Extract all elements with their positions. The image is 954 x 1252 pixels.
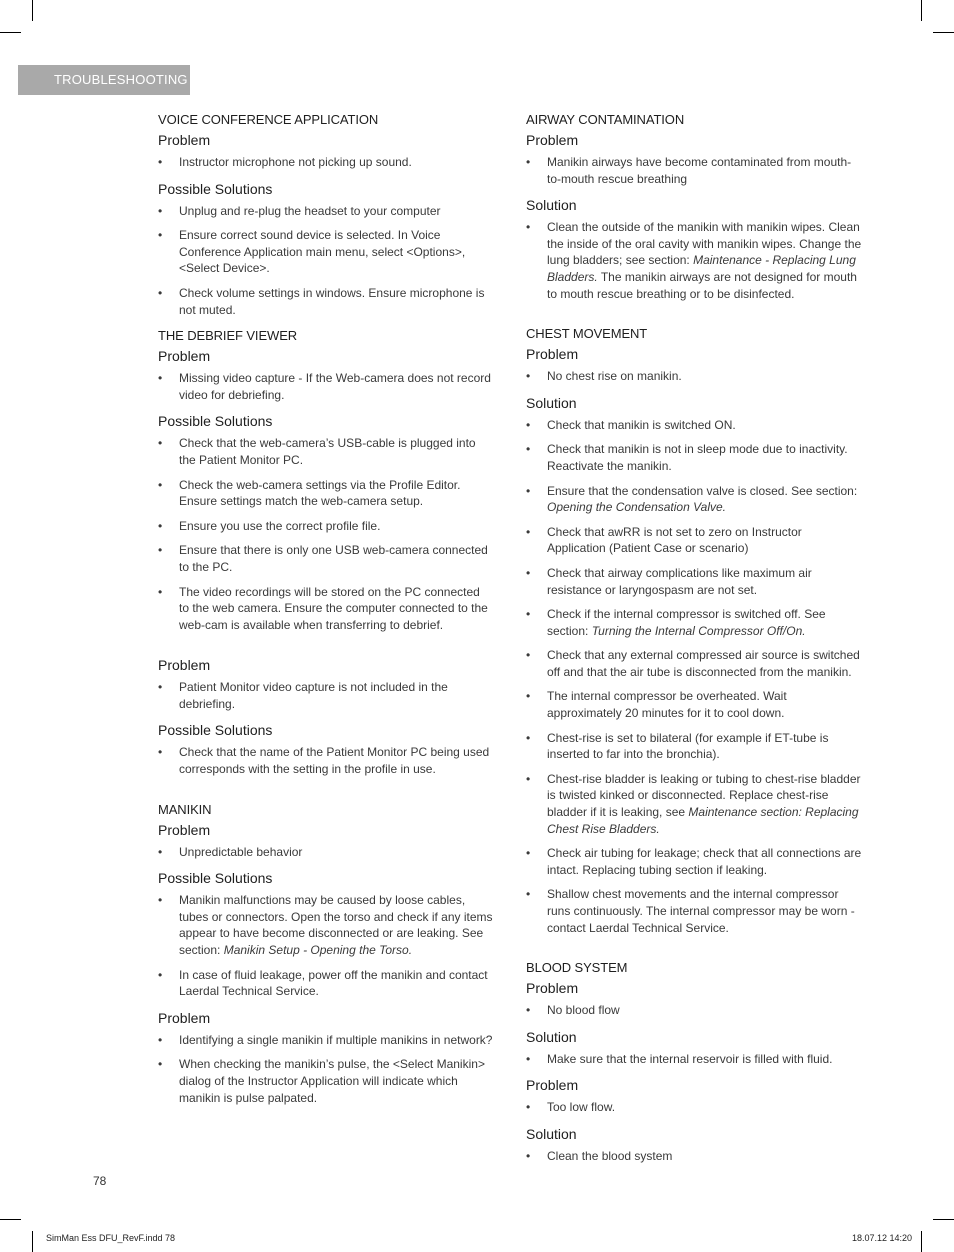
section-reference: Maintenance section: Replacing Chest Rise Bladders. (547, 805, 859, 836)
bullet-icon: • (526, 887, 531, 902)
section-reference: Opening the Condensation Valve. (547, 500, 727, 515)
bullet-list (158, 154, 493, 171)
bullet-icon: • (526, 1100, 531, 1115)
bullet-list (526, 1099, 862, 1116)
list-item (158, 370, 493, 403)
bullet-icon: • (158, 518, 163, 533)
bullet-icon: • (526, 689, 531, 704)
item-text: Check volume settings in windows. Ensure microphone is not muted. (179, 285, 485, 317)
list-item (158, 892, 493, 958)
bullet-list (526, 154, 862, 187)
bullet-list (158, 744, 493, 777)
item-text: Check that awRR is not set to zero on Instructor Application (Patient Case or scenario) (547, 524, 802, 556)
list-item (526, 647, 862, 680)
item-text: Check that the name of the Patient Monitor PC being used corresponds with the setting in the profile in use. (179, 745, 490, 777)
item-text: Patient Monitor video capture is not included in the debriefing. (179, 680, 448, 711)
crop-mark (921, 1231, 922, 1252)
subsection-heading: Problem (526, 132, 579, 148)
item-text: Missing video capture - If the Web-camera does not record video for debriefing. (179, 371, 491, 402)
subsection-heading: Problem (158, 348, 211, 365)
bullet-icon: • (526, 417, 531, 432)
crop-mark (32, 0, 33, 21)
bullet-list (526, 1148, 862, 1165)
bullet-list (526, 368, 862, 385)
bullet-list (158, 844, 493, 861)
list-item (158, 679, 493, 712)
item-text: No chest rise on manikin. (547, 369, 682, 384)
item-text: Check that any external compressed air source is switched off and that the air tube is disconnected from the manikin. (547, 648, 860, 679)
bullet-icon: • (158, 543, 163, 558)
section-title: VOICE CONFERENCE APPLICATION (158, 112, 379, 127)
bullet-list (158, 370, 493, 403)
bullet-icon: • (526, 1051, 531, 1066)
bullet-icon: • (526, 565, 531, 580)
crop-mark (921, 0, 922, 21)
bullet-icon: • (526, 648, 531, 663)
bullet-icon: • (158, 371, 163, 386)
list-item (526, 483, 862, 516)
list-item (526, 886, 862, 936)
bullet-icon: • (158, 893, 163, 908)
section-spacer (158, 786, 493, 800)
bullet-icon: • (526, 846, 531, 861)
list-item (526, 368, 862, 385)
bullet-list (158, 679, 493, 712)
subsection-heading: Possible Solutions (158, 180, 273, 197)
list-item (526, 771, 862, 837)
list-item (158, 744, 493, 777)
item-text: Ensure that there is only one USB web-camera connected to the PC. (179, 543, 488, 574)
section-title: BLOOD SYSTEM (526, 960, 628, 976)
item-text: Clean the outside of the manikin with manikin wipes. Clean the inside of the oral cavity with manikin wipes. Change the lung bladders; see section: (547, 220, 862, 268)
list-item (526, 845, 862, 878)
item-text: The manikin airways are not designed for mouth to mouth rescue breathing or to be disinfected. (547, 269, 857, 301)
list-item (158, 584, 493, 634)
bullet-icon: • (526, 1148, 531, 1163)
list-item (158, 1032, 493, 1049)
item-text: Clean the blood system (547, 1148, 673, 1163)
bullet-icon: • (526, 155, 531, 169)
list-item (158, 154, 493, 171)
crop-mark (0, 1219, 21, 1220)
bullet-icon: • (526, 220, 531, 235)
item-text: Unplug and re-plug the headset to your computer (179, 203, 441, 218)
item-text: Chest-rise is set to bilateral (for example if ET-tube is inserted to far into the bronchia). (547, 730, 829, 762)
list-item (526, 688, 862, 721)
item-text: Check that airway complications like maximum air resistance or laryngospasm are not set. (547, 565, 812, 597)
bullet-list (158, 1032, 493, 1106)
list-item (526, 1051, 862, 1068)
item-text: Identifying a single manikin if multiple manikins in network? (179, 1032, 493, 1047)
bullet-list (158, 203, 493, 319)
list-item (526, 606, 862, 639)
list-item (158, 203, 493, 220)
page-number: 78 (93, 1174, 107, 1188)
item-text: The video recordings will be stored on the PC connected to the web camera. Ensure the computer connected to the web-cam is available when transferring to debrief. (179, 584, 488, 632)
section-title: CHEST MOVEMENT (526, 326, 648, 342)
bullet-icon: • (158, 584, 163, 599)
item-text: When checking the manikin’s pulse, the <Select Manikin> dialog of the Instructor Application will indicate which manikin is pulse palpated. (179, 1057, 485, 1105)
section-title: AIRWAY CONTAMINATION (526, 112, 685, 127)
bullet-icon: • (158, 1057, 163, 1072)
subsection-heading: Possible Solutions (158, 722, 273, 739)
list-item (526, 441, 862, 474)
date-slug: 18.07.12 14:20 (852, 1233, 913, 1243)
section-title: THE DEBRIEF VIEWER (158, 328, 298, 344)
item-text: Check if the internal compressor is switched off. See section: (547, 607, 826, 638)
list-item (526, 1099, 862, 1116)
group-spacer (158, 641, 493, 655)
section-title: MANIKIN (158, 801, 212, 817)
section-tab: TROUBLESHOOTING (18, 65, 190, 95)
bullet-list (158, 435, 493, 633)
bullet-icon: • (526, 771, 531, 786)
list-item (526, 1148, 862, 1165)
subsection-heading: Problem (158, 821, 211, 838)
crop-mark (933, 1219, 954, 1220)
list-item (158, 227, 493, 277)
subsection-heading: Solution (526, 1028, 577, 1045)
subsection-heading: Problem (526, 1077, 579, 1094)
crop-mark (32, 1231, 33, 1252)
bullet-icon: • (158, 436, 163, 451)
bullet-list (526, 1002, 862, 1019)
section-reference: Maintenance - Replacing Lung Bladders. (547, 253, 856, 284)
bullet-icon: • (158, 1032, 163, 1047)
list-item (526, 154, 862, 187)
list-item (526, 524, 862, 557)
list-item (158, 542, 493, 575)
list-item (158, 518, 493, 535)
subsection-heading: Problem (526, 346, 579, 363)
bullet-icon: • (158, 228, 163, 243)
bullet-icon: • (158, 285, 163, 300)
list-item (526, 1002, 862, 1019)
subsection-heading: Problem (158, 657, 211, 674)
item-text: Ensure you use the correct profile file. (179, 518, 381, 533)
item-text: Check that manikin is switched ON. (547, 417, 736, 432)
subsection-heading: Solution (526, 394, 577, 411)
section-reference: Manikin Setup - Opening the Torso. (223, 943, 413, 958)
item-text: Check the web-camera settings via the Profile Editor. Ensure settings match the web-camera setup. (179, 477, 461, 509)
list-item (526, 417, 862, 434)
list-item (158, 477, 493, 510)
right-column (526, 110, 862, 1173)
bullet-list (526, 219, 862, 302)
subsection-heading: Solution (526, 1125, 577, 1142)
item-text: Too low flow. (547, 1100, 616, 1115)
list-item (158, 1056, 493, 1106)
item-text: Manikin airways have become contaminated from mouth-to-mouth rescue breathing (547, 155, 852, 186)
list-item (526, 730, 862, 763)
bullet-icon: • (526, 730, 531, 745)
subsection-heading: Problem (158, 132, 211, 148)
bullet-icon: • (158, 844, 163, 859)
bullet-icon: • (526, 524, 531, 539)
item-text: Check that manikin is not in sleep mode due to inactivity. Reactivate the manikin. (547, 442, 848, 473)
section-reference: Turning the Internal Compressor Off/On. (591, 623, 806, 638)
item-text: Check that the web-camera’s USB-cable is plugged into the Patient Monitor PC. (179, 436, 476, 467)
subsection-heading: Problem (158, 1009, 211, 1026)
bullet-icon: • (526, 607, 531, 622)
bullet-icon: • (158, 203, 163, 218)
bullet-icon: • (526, 483, 531, 498)
list-item (158, 285, 493, 318)
bullet-list (526, 417, 862, 936)
item-text: Ensure that the condensation valve is closed. See section: (547, 483, 858, 498)
subsection-heading: Possible Solutions (158, 413, 273, 430)
item-text: Shallow chest movements and the internal compressor runs continuously. The internal compressor may be worn - contact Laerdal Technical Service. (547, 887, 855, 935)
bullet-icon: • (158, 745, 163, 760)
list-item (526, 219, 862, 302)
item-text: Instructor microphone not picking up sound. (179, 155, 412, 169)
subsection-heading: Possible Solutions (158, 870, 273, 887)
list-item (158, 967, 493, 1000)
item-text: Chest-rise bladder is leaking or tubing to chest-rise bladder is twisted kinked or disconnected. Replace chest-rise bladder if it is leaking, see (547, 771, 861, 820)
bullet-icon: • (526, 1003, 531, 1018)
subsection-heading: Solution (526, 197, 577, 214)
item-text: The internal compressor be overheated. Wait approximately 20 minutes for it to cool down. (547, 689, 787, 721)
list-item (158, 844, 493, 861)
bullet-icon: • (158, 477, 163, 492)
crop-mark (0, 32, 21, 33)
section-spacer (526, 310, 862, 324)
bullet-icon: • (158, 967, 163, 982)
left-column (158, 110, 493, 1114)
item-text: No blood flow (547, 1003, 620, 1018)
bullet-list (158, 892, 493, 1000)
bullet-icon: • (158, 680, 163, 695)
list-item (526, 565, 862, 598)
item-text: Make sure that the internal reservoir is filled with fluid. (547, 1051, 833, 1066)
bullet-icon: • (526, 369, 531, 384)
list-item (158, 435, 493, 468)
item-text: Unpredictable behavior (179, 844, 303, 859)
bullet-icon: • (158, 155, 163, 169)
item-text: Ensure correct sound device is selected. In Voice Conference Application main menu, select <Options>, <Select Device>. (179, 228, 466, 276)
item-text: Check air tubing for leakage; check that all connections are intact. Replacing tubing section if leaking. (547, 846, 862, 877)
crop-mark (933, 32, 954, 33)
item-text: Manikin malfunctions may be caused by loose cables, tubes or connectors. Open the torso and check if any items appear to have become disconnected or are leaking. See section: (179, 893, 493, 958)
bullet-icon: • (526, 442, 531, 457)
bullet-list (526, 1051, 862, 1068)
file-slug: SimMan Ess DFU_RevF.indd 78 (46, 1233, 176, 1243)
item-text: In case of fluid leakage, power off the manikin and contact Laerdal Technical Service. (179, 967, 488, 999)
subsection-heading: Problem (526, 980, 579, 997)
section-spacer (526, 944, 862, 958)
